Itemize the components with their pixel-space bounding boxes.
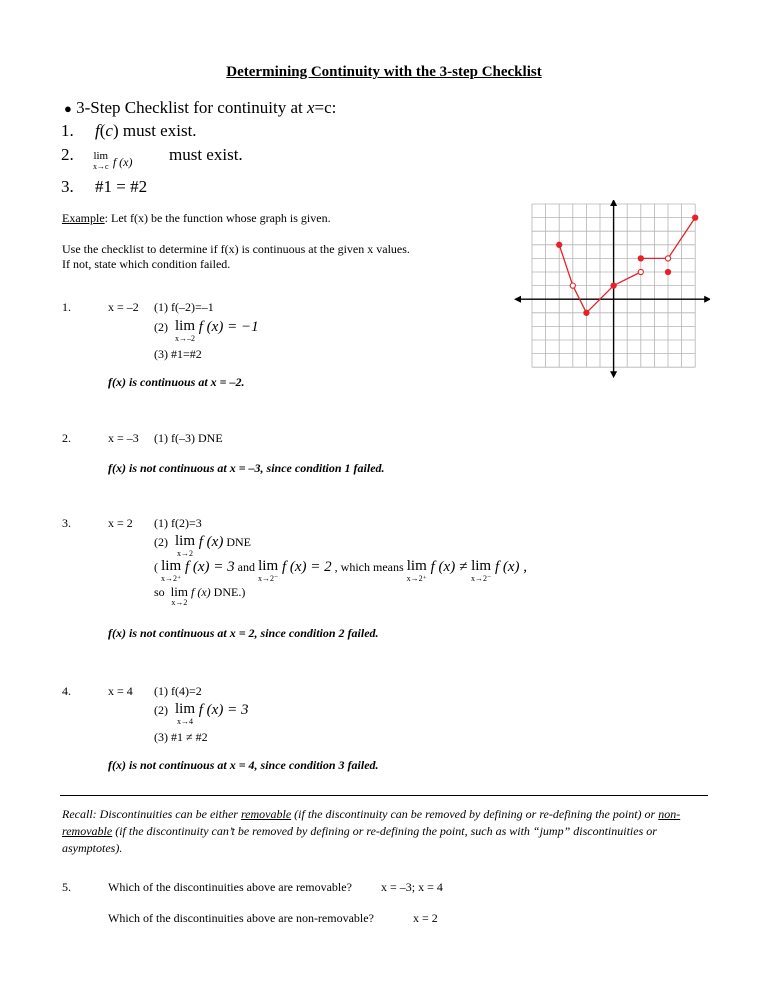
- x-axis-right-arrow-icon: [704, 296, 710, 303]
- problem-4-cond-2: (2) lim x→4 f (x) = 3: [154, 701, 249, 726]
- problem-1-cond-3: (3) #1=#2: [154, 347, 202, 361]
- graph-axes: [514, 200, 710, 378]
- open-point: [638, 269, 643, 274]
- answer-nonremovable: x = 2: [413, 911, 438, 925]
- page-title: Determining Continuity with the 3-step Checklist: [226, 64, 542, 80]
- closed-point: [557, 242, 562, 247]
- problem-2-conclusion: f(x) is not continuous at x = –3, since condition 1 failed.: [108, 461, 385, 475]
- instruction-2: If not, state which condition failed.: [62, 257, 231, 271]
- problem-2-num: 2.: [62, 431, 71, 445]
- x-axis-left-arrow-icon: [514, 296, 521, 303]
- closed-point: [611, 283, 616, 288]
- checklist-item-3: 3. #1 = #2: [61, 177, 148, 196]
- problem-1-cond-2: (2) lim x→–2 f (x) = −1: [154, 318, 259, 343]
- section-divider: [60, 795, 708, 796]
- problem-4-cond-1: (1) f(4)=2: [154, 684, 202, 698]
- instruction-1: Use the checklist to determine if f(x) is continuous at the given x values.: [62, 242, 410, 256]
- y-axis-up-arrow-icon: [610, 200, 617, 206]
- closed-point: [693, 215, 698, 220]
- problem-2-cond-1: (1) f(–3) DNE: [154, 431, 223, 445]
- problem-3-x: x = 2: [108, 516, 133, 530]
- problem-3-cond-1: (1) f(2)=3: [154, 516, 202, 530]
- question-5-num: 5.: [62, 880, 71, 894]
- function-graph: [512, 200, 710, 378]
- question-5-removable: Which of the discontinuities above are removable?: [108, 880, 352, 894]
- problem-4-x: x = 4: [108, 684, 133, 698]
- problem-3-limits-line: ( lim x→2⁺ f (x) = 3 and lim x→2⁻ f (x) = 2 , which means lim x→2⁺ f (x) ≠ lim x→2⁻ f (x) ,: [154, 558, 528, 583]
- problem-4-conclusion: f(x) is not continuous at x = 4, since condition 3 failed.: [108, 758, 379, 772]
- problem-4-cond-3: (3) #1 ≠ #2: [154, 730, 208, 744]
- answer-removable: x = –3; x = 4: [381, 880, 443, 894]
- problem-3-cond-2: (2) lim x→2 f (x) DNE: [154, 533, 252, 558]
- y-axis-down-arrow-icon: [610, 371, 617, 378]
- checklist-item-1: 1. f(c) must exist.: [61, 121, 197, 140]
- question-5-nonremovable: Which of the discontinuities above are non-removable?: [108, 911, 374, 925]
- problem-1-conclusion: f(x) is continuous at x = –2.: [108, 375, 245, 389]
- open-point: [570, 283, 575, 288]
- curve-segment: [559, 245, 573, 286]
- bullet-icon: ●: [64, 101, 72, 116]
- problem-1-cond-1: (1) f(–2)=–1: [154, 300, 214, 314]
- problem-3-conclusion: f(x) is not continuous at x = 2, since condition 2 failed.: [108, 626, 379, 640]
- closed-point: [665, 269, 670, 274]
- checklist-item-2: 2. lim x→c f (x) must exist.: [61, 145, 243, 171]
- example-line: Example: Let f(x) be the function whose graph is given.: [62, 211, 331, 225]
- problem-1-num: 1.: [62, 300, 71, 314]
- closed-point: [638, 256, 643, 261]
- problem-3-num: 3.: [62, 516, 71, 530]
- problem-3-so-line: so lim x→2 f (x) DNE.): [154, 584, 246, 607]
- checklist-heading: ● 3-Step Checklist for continuity at x=c:: [64, 98, 337, 117]
- open-point: [665, 256, 670, 261]
- closed-point: [584, 310, 589, 315]
- problem-2-x: x = –3: [108, 431, 139, 445]
- problem-1-x: x = –2: [108, 300, 139, 314]
- recall-paragraph: Recall: Discontinuities can be either removable (if the discontinuity can be removed by defining or re-defining the point) or non-removable (if the discontinuity can’t be removed by defining or re-defining the point, such as with “jump” discontinuities or asymptotes).: [62, 807, 681, 855]
- problem-4-num: 4.: [62, 684, 71, 698]
